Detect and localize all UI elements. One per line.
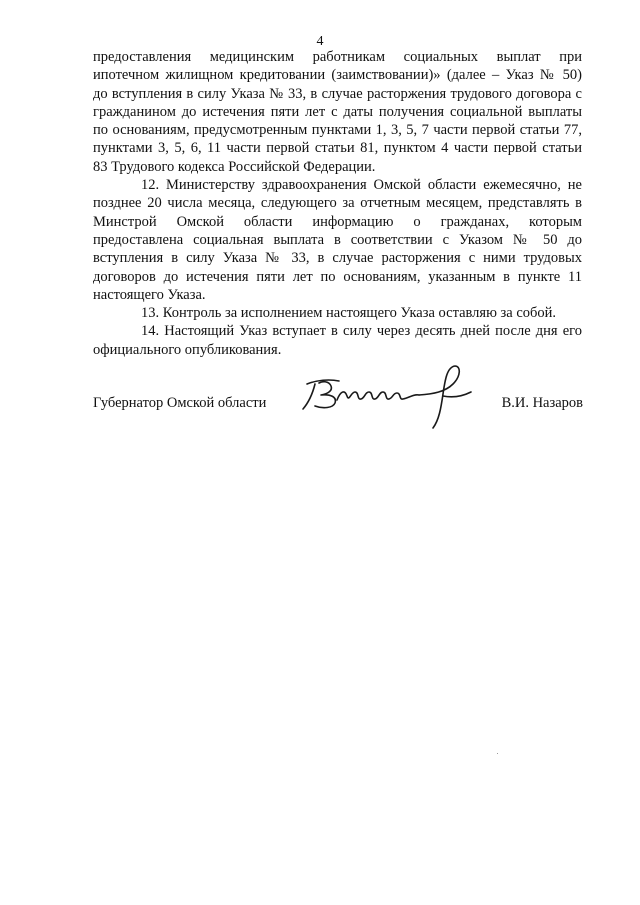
- document-body: [93, 48, 582, 359]
- text-line: гражданином до истечения пяти лет с даты получения социальной выплаты: [93, 103, 582, 120]
- text-line: договоров до истечения пяти лет по основаниям, указанным в пункте 11: [93, 268, 582, 285]
- signer-name: В.И. Назаров: [501, 395, 583, 411]
- handwritten-signature: [293, 362, 483, 432]
- text-line: ипотечном жилищном кредитовании (заимствовании)» (далее – Указ № 50): [93, 67, 582, 84]
- text-line: официального опубликования.: [93, 341, 282, 358]
- signature-block: [93, 370, 583, 440]
- text-line: позднее 20 числа месяца, следующего за отчетным месяцем, представлять в: [93, 195, 582, 212]
- text-line: 13. Контроль за исполнением настоящего Указа оставляю за собой.: [141, 305, 557, 322]
- paragraph-item-13: [93, 304, 582, 322]
- text-line: по основаниям, предусмотренным пунктами 1, 3, 5, 7 части первой статьи 77,: [93, 122, 582, 139]
- text-line: предоставления медицинским работникам социальных выплат при: [93, 49, 582, 65]
- text-line: пунктами 3, 5, 6, 11 части первой статьи 81, пунктом 4 части первой статьи: [93, 140, 582, 157]
- text-line: 14. Настоящий Указ вступает в силу через десять дней после дня его: [141, 323, 582, 340]
- paragraph-continuation: [93, 48, 582, 176]
- text-line: предоставлена социальная выплата в соответствии с Указом № 50 до: [93, 231, 582, 248]
- text-line: Минстрой Омской области информацию о гражданах, которым: [93, 213, 582, 230]
- text-line: вступления в силу Указа № 33, в случае расторжения с ними трудовых: [93, 250, 582, 267]
- page-number: 4: [316, 34, 324, 49]
- scan-speck: [497, 753, 498, 754]
- text-line: настоящего Указа.: [93, 286, 206, 303]
- paragraph-item-14: [93, 322, 582, 359]
- signer-title: Губернатор Омской области: [93, 395, 267, 411]
- text-line: до вступления в силу Указа № 33, в случае расторжения трудового договора с: [93, 85, 582, 102]
- text-line: 12. Министерству здравоохранения Омской области ежемесячно, не: [141, 177, 582, 194]
- paragraph-item-12: [93, 176, 582, 304]
- text-line: 83 Трудового кодекса Российской Федерации.: [93, 158, 376, 175]
